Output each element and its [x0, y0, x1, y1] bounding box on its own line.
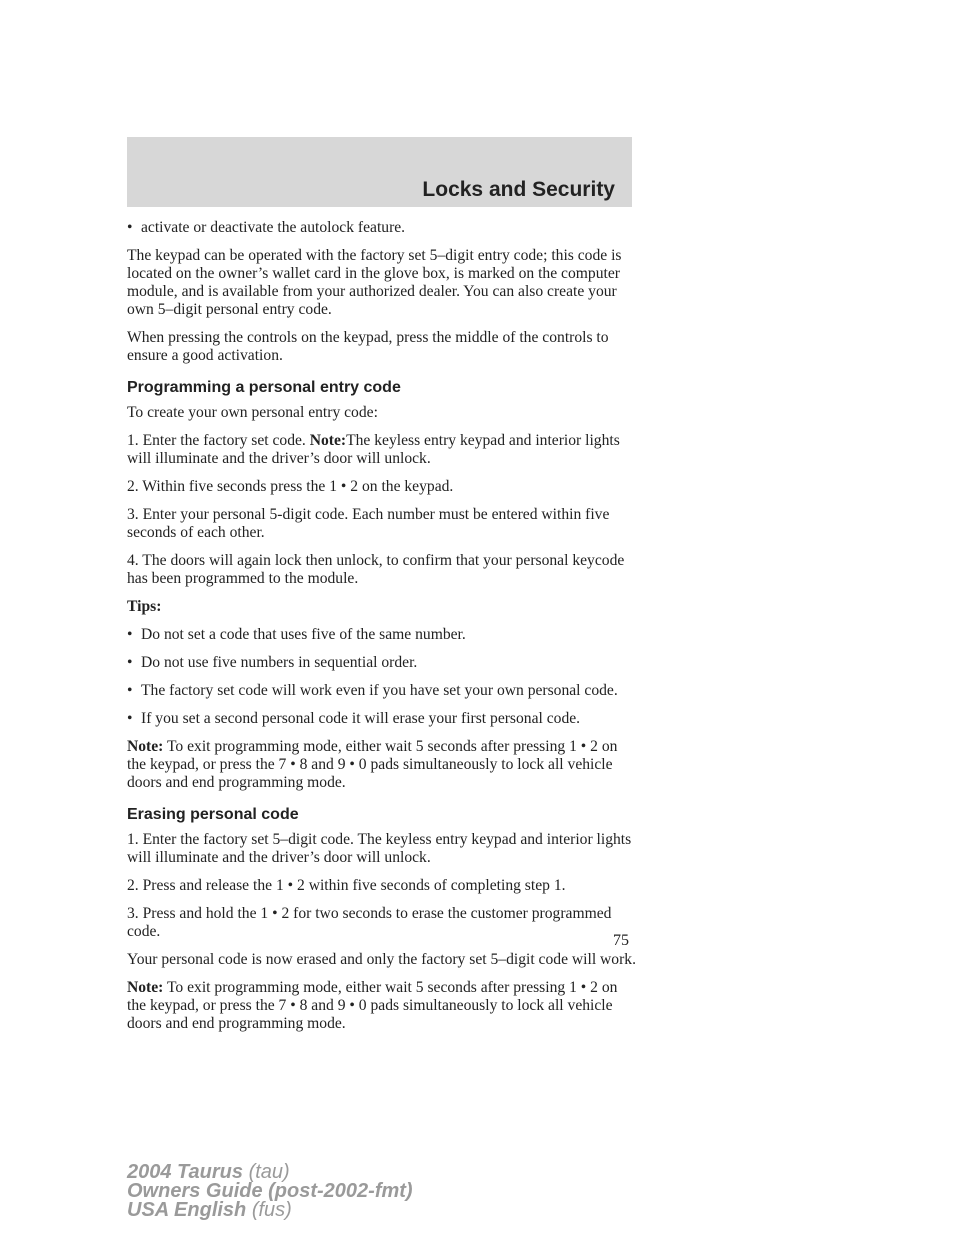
note-text: To exit programming mode, either wait 5 seconds after pressing 1 • 2 on the keypad, or press the 7 • 8 and 9 • 0 pads simultaneously to lock all vehicle doors and end programming mode. — [127, 738, 618, 791]
bullet-icon: • — [127, 654, 133, 671]
footer-guide: Owners Guide (post-2002-fmt) — [127, 1180, 413, 1202]
list-item — [127, 710, 637, 728]
step: 3. Enter your personal 5-digit code. Each number must be entered within five seconds of each other. — [127, 506, 610, 541]
bullet-text: If you set a second personal code it will erase your first personal code. — [141, 710, 581, 727]
bullet-icon: • — [127, 682, 133, 699]
list-item — [127, 654, 637, 672]
bullet-text: activate or deactivate the autolock feature. — [141, 219, 406, 236]
note — [127, 738, 637, 792]
note-text: To exit programming mode, either wait 5 seconds after pressing 1 • 2 on the keypad, or press the 7 • 8 and 9 • 0 pads simultaneously to lock all vehicle doors and end programming mode. — [127, 979, 618, 1032]
step — [127, 432, 637, 468]
section-heading: Programming a personal entry code — [127, 379, 401, 396]
list-item — [127, 219, 637, 237]
paragraph: To create your own personal entry code: — [127, 404, 378, 421]
note-text: The keyless entry keypad and interior lights will illuminate and the driver’s door will unlock. — [127, 432, 620, 467]
note-label: Note: — [127, 979, 164, 996]
footer-model: 2004 Taurus — [127, 1161, 243, 1183]
step: 2. Within five seconds press the 1 • 2 on the keypad. — [127, 478, 454, 495]
tips-label: Tips: — [127, 598, 162, 615]
section-heading: Erasing personal code — [127, 806, 299, 823]
document-footer — [127, 1163, 413, 1220]
page-number: 75 — [613, 932, 629, 949]
step: 2. Press and release the 1 • 2 within five seconds of completing step 1. — [127, 877, 566, 894]
step-text: 1. Enter the factory set code. — [127, 432, 306, 449]
section-header-band — [127, 137, 632, 207]
note-label: Note: — [127, 738, 164, 755]
footer-language: USA English — [127, 1199, 247, 1221]
paragraph: When pressing the controls on the keypad, press the middle of the controls to ensure a good activation. — [127, 329, 609, 364]
footer-model-code: (tau) — [248, 1161, 290, 1183]
bullet-text: Do not set a code that uses five of the same number. — [141, 626, 466, 643]
section-title: Locks and Security — [422, 178, 615, 201]
footer-language-code: (fus) — [251, 1199, 292, 1221]
note — [127, 979, 637, 1033]
step: 1. Enter the factory set 5–digit code. The keyless entry keypad and interior lights will illuminate and the driver’s door will unlock. — [127, 831, 632, 866]
bullet-icon: • — [127, 710, 133, 727]
step: 4. The doors will again lock then unlock, to confirm that your personal keycode has been programmed to the module. — [127, 552, 625, 587]
step: 3. Press and hold the 1 • 2 for two seconds to erase the customer programmed code. — [127, 905, 612, 940]
list-item — [127, 626, 637, 644]
list-item — [127, 682, 637, 700]
bullet-icon: • — [127, 626, 133, 643]
note-label: Note: — [309, 432, 347, 449]
paragraph: The keypad can be operated with the factory set 5–digit entry code; this code is located on the owner’s wallet card in the glove box, is marked on the computer module, and is available from your authorized dealer. You can also create your own 5–digit personal entry code. — [127, 247, 622, 318]
bullet-text: Do not use five numbers in sequential order. — [141, 654, 418, 671]
footer-line — [127, 1201, 413, 1220]
paragraph: Your personal code is now erased and only the factory set 5–digit code will work. — [127, 951, 636, 968]
bullet-text: The factory set code will work even if you have set your own personal code. — [141, 682, 618, 699]
bullet-icon: • — [127, 219, 133, 236]
page-content — [127, 219, 637, 1043]
